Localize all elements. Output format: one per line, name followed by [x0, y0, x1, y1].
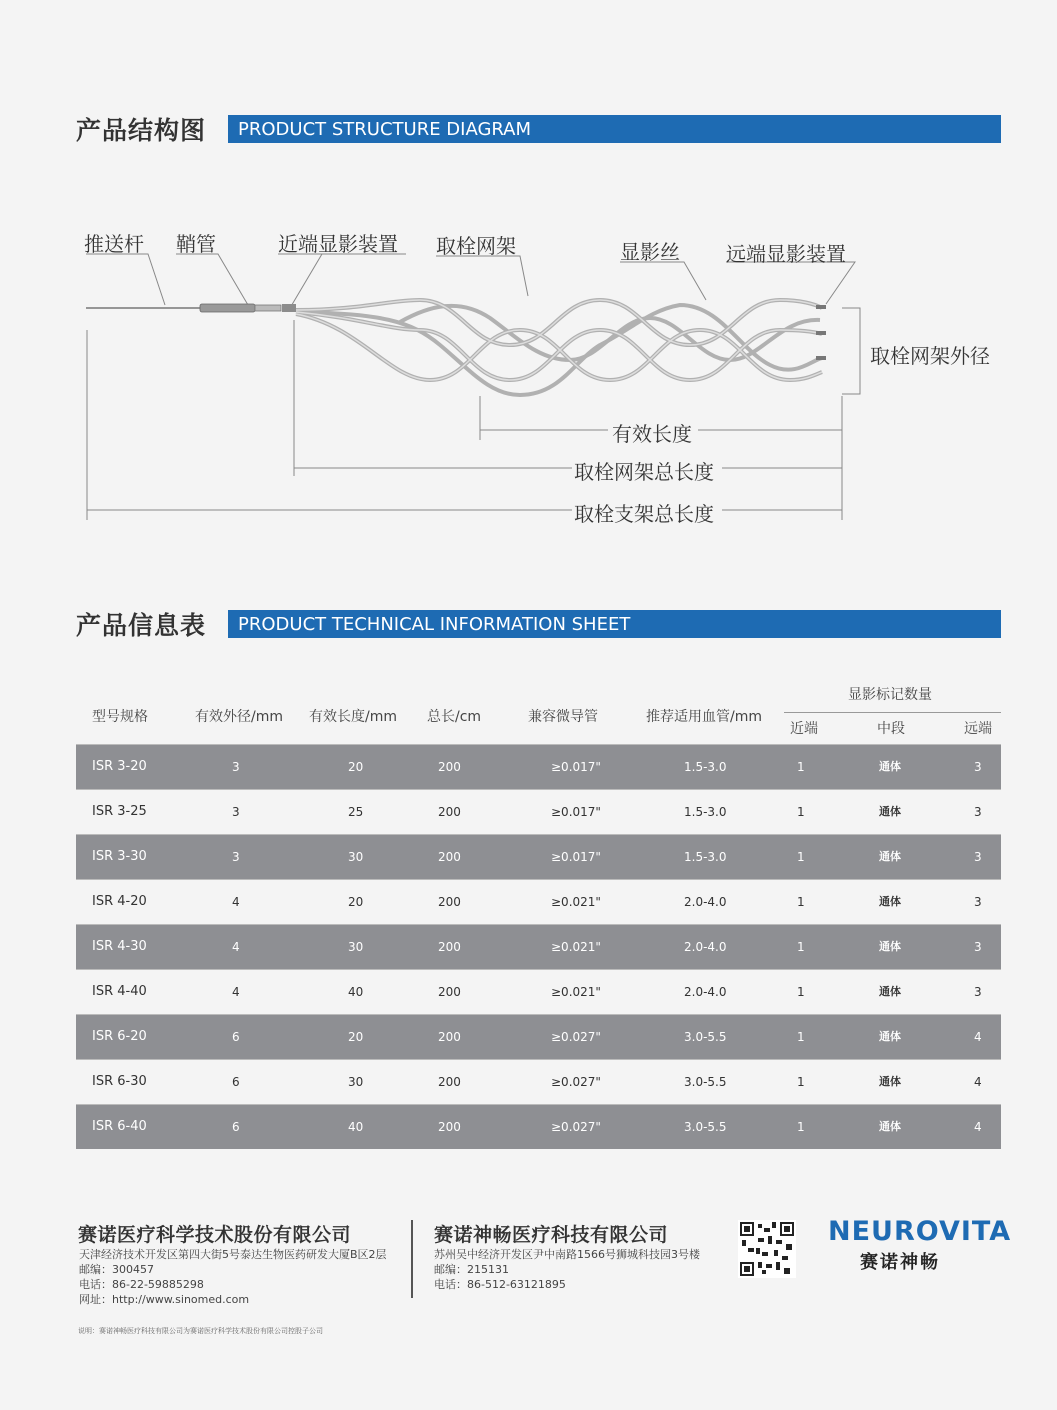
cell-distal: 3	[974, 985, 982, 999]
cell-model: ISR 3-20	[92, 759, 147, 774]
cell-distal: 4	[974, 1120, 982, 1134]
table-row	[76, 924, 1001, 969]
marker-wire-leader	[620, 262, 706, 300]
cell-length: 20	[348, 760, 364, 774]
brand-logo-en: NEUROVITA	[828, 1216, 1012, 1247]
pusher-assembly	[86, 304, 296, 312]
cell-middle: 通体	[879, 895, 901, 908]
company1-website[interactable]: 网址：http://www.sinomed.com	[79, 1293, 250, 1306]
cell-model: ISR 6-40	[92, 1119, 147, 1134]
qr-code[interactable]	[738, 1220, 796, 1278]
cell-diameter: 4	[232, 895, 240, 909]
cell-distal: 3	[974, 805, 982, 819]
header-marker-group: 显影标记数量	[848, 687, 932, 703]
cell-vessel: 3.0-5.5	[684, 1120, 727, 1134]
label-retriever-total-length: 取栓网架总长度	[574, 460, 714, 484]
label-stent-total-length: 取栓支架总长度	[574, 502, 714, 526]
product-info-table	[76, 676, 1001, 1149]
cell-total: 200	[438, 805, 461, 819]
diagram-drawing	[0, 0, 1057, 560]
proximal-marker-leader	[278, 254, 406, 308]
cell-distal: 3	[974, 895, 982, 909]
cell-catheter: ≥0.027"	[551, 1120, 601, 1134]
cell-diameter: 3	[232, 850, 240, 864]
cell-proximal: 1	[797, 760, 805, 774]
cell-vessel: 2.0-4.0	[684, 985, 727, 999]
label-distal-marker: 远端显影装置	[726, 242, 846, 266]
company1-name: 赛诺医疗科学技术股份有限公司	[78, 1224, 352, 1246]
header-diameter: 有效外径/mm	[195, 709, 283, 725]
cell-length: 20	[348, 1030, 364, 1044]
header-catheter: 兼容微导管	[528, 709, 598, 725]
cell-length: 30	[348, 1075, 364, 1089]
cell-proximal: 1	[797, 895, 805, 909]
cell-length: 40	[348, 985, 364, 999]
cell-vessel: 2.0-4.0	[684, 895, 727, 909]
distal-markers	[816, 305, 826, 360]
cell-length: 20	[348, 895, 364, 909]
cell-vessel: 1.5-3.0	[684, 805, 727, 819]
cell-diameter: 6	[232, 1075, 240, 1089]
header-length: 有效长度/mm	[309, 709, 397, 725]
cell-catheter: ≥0.017"	[551, 850, 601, 864]
cell-diameter: 3	[232, 805, 240, 819]
table-body	[76, 744, 1001, 1149]
label-outer-diameter: 取栓网架外径	[870, 344, 990, 368]
cell-distal: 4	[974, 1030, 982, 1044]
cell-catheter: ≥0.021"	[551, 985, 601, 999]
cell-total: 200	[438, 1120, 461, 1134]
cell-total: 200	[438, 1030, 461, 1044]
cell-catheter: ≥0.017"	[551, 760, 601, 774]
cell-model: ISR 4-30	[92, 939, 147, 954]
cell-catheter: ≥0.021"	[551, 940, 601, 954]
cell-catheter: ≥0.021"	[551, 895, 601, 909]
table-row	[76, 1014, 1001, 1059]
cell-model: ISR 4-20	[92, 894, 147, 909]
cell-total: 200	[438, 985, 461, 999]
section-title-cn: 产品结构图	[76, 116, 207, 145]
company2-postcode: 邮编：215131	[434, 1263, 509, 1276]
company2-name: 赛诺神畅医疗科技有限公司	[434, 1224, 669, 1246]
cell-model: ISR 4-40	[92, 984, 147, 999]
cell-diameter: 4	[232, 940, 240, 954]
table-row	[76, 879, 1001, 924]
cell-length: 25	[348, 805, 364, 819]
sheath-leader	[176, 254, 248, 305]
cell-vessel: 3.0-5.5	[684, 1075, 727, 1089]
company2-address: 苏州吴中经济开发区尹中南路1566号狮城科技园3号楼	[434, 1248, 700, 1261]
cell-middle: 通体	[879, 850, 901, 863]
cell-length: 40	[348, 1120, 364, 1134]
footer-note: 说明：赛诺神畅医疗科技有限公司为赛诺医疗科学技术股份有限公司控股子公司	[78, 1327, 323, 1335]
cell-proximal: 1	[797, 1030, 805, 1044]
cell-middle: 通体	[879, 805, 901, 818]
cell-distal: 3	[974, 850, 982, 864]
footer	[0, 1210, 1057, 1410]
company2-phone: 电话：86-512-63121895	[434, 1278, 566, 1291]
retriever-mesh-highlight	[296, 300, 822, 380]
cell-catheter: ≥0.027"	[551, 1030, 601, 1044]
cell-middle: 通体	[879, 1075, 901, 1088]
table-row	[76, 744, 1001, 789]
header-middle: 中段	[877, 721, 905, 737]
header-model: 型号规格	[92, 709, 148, 725]
od-bracket	[842, 308, 860, 394]
cell-proximal: 1	[797, 1120, 805, 1134]
cell-length: 30	[348, 940, 364, 954]
label-effective-length: 有效长度	[612, 422, 692, 446]
cell-proximal: 1	[797, 985, 805, 999]
cell-diameter: 4	[232, 985, 240, 999]
table-row	[76, 1104, 1001, 1149]
section-title-en-bar: PRODUCT STRUCTURE DIAGRAM	[228, 115, 1001, 143]
product-structure-diagram	[0, 0, 1057, 560]
cell-diameter: 6	[232, 1030, 240, 1044]
cell-proximal: 1	[797, 805, 805, 819]
brand-logo-cn: 赛诺神畅	[860, 1252, 940, 1273]
cell-distal: 4	[974, 1075, 982, 1089]
label-sheath: 鞘管	[176, 232, 216, 256]
company1-address: 天津经济技术开发区第四大街5号泰达生物医药研发大厦B区2层	[79, 1248, 387, 1261]
cell-model: ISR 6-20	[92, 1029, 147, 1044]
cell-model: ISR 3-30	[92, 849, 147, 864]
table-row	[76, 789, 1001, 834]
cell-catheter: ≥0.027"	[551, 1075, 601, 1089]
label-pusher: 推送杆	[84, 232, 144, 256]
cell-model: ISR 6-30	[92, 1074, 147, 1089]
table-row	[76, 1059, 1001, 1104]
header-group-divider	[784, 712, 1001, 713]
cell-proximal: 1	[797, 940, 805, 954]
table-row	[76, 834, 1001, 879]
retriever-leader	[436, 256, 528, 296]
label-proximal-marker: 近端显影装置	[278, 232, 398, 256]
header-vessel: 推荐适用血管/mm	[646, 709, 762, 725]
cell-total: 200	[438, 850, 461, 864]
cell-middle: 通体	[879, 940, 901, 953]
section-title-info	[76, 609, 631, 640]
cell-diameter: 6	[232, 1120, 240, 1134]
cell-vessel: 2.0-4.0	[684, 940, 727, 954]
footer-divider	[411, 1220, 413, 1298]
distal-marker-leader	[726, 262, 855, 304]
company1-phone: 电话：86-22-59885298	[79, 1278, 204, 1291]
cell-diameter: 3	[232, 760, 240, 774]
cell-proximal: 1	[797, 850, 805, 864]
cell-vessel: 1.5-3.0	[684, 760, 727, 774]
cell-distal: 3	[974, 760, 982, 774]
table-header	[76, 676, 1001, 744]
company1-postcode: 邮编：300457	[79, 1263, 154, 1276]
cell-model: ISR 3-25	[92, 804, 147, 819]
section-title-en-bar: PRODUCT TECHNICAL INFORMATION SHEET	[228, 610, 1001, 638]
table-row	[76, 969, 1001, 1014]
cell-catheter: ≥0.017"	[551, 805, 601, 819]
cell-length: 30	[348, 850, 364, 864]
cell-middle: 通体	[879, 1030, 901, 1043]
pusher-leader	[86, 254, 165, 305]
header-proximal: 近端	[790, 721, 818, 737]
cell-vessel: 3.0-5.5	[684, 1030, 727, 1044]
cell-proximal: 1	[797, 1075, 805, 1089]
cell-distal: 3	[974, 940, 982, 954]
label-retriever: 取栓网架	[436, 234, 516, 258]
cell-vessel: 1.5-3.0	[684, 850, 727, 864]
section-title-cn: 产品信息表	[76, 611, 207, 640]
cell-total: 200	[438, 760, 461, 774]
cell-total: 200	[438, 895, 461, 909]
cell-middle: 通体	[879, 1120, 901, 1133]
header-distal: 远端	[964, 721, 992, 737]
cell-middle: 通体	[879, 985, 901, 998]
label-marker-wire: 显影丝	[620, 240, 680, 264]
cell-total: 200	[438, 1075, 461, 1089]
cell-total: 200	[438, 940, 461, 954]
header-total: 总长/cm	[427, 709, 482, 725]
cell-middle: 通体	[879, 760, 901, 773]
